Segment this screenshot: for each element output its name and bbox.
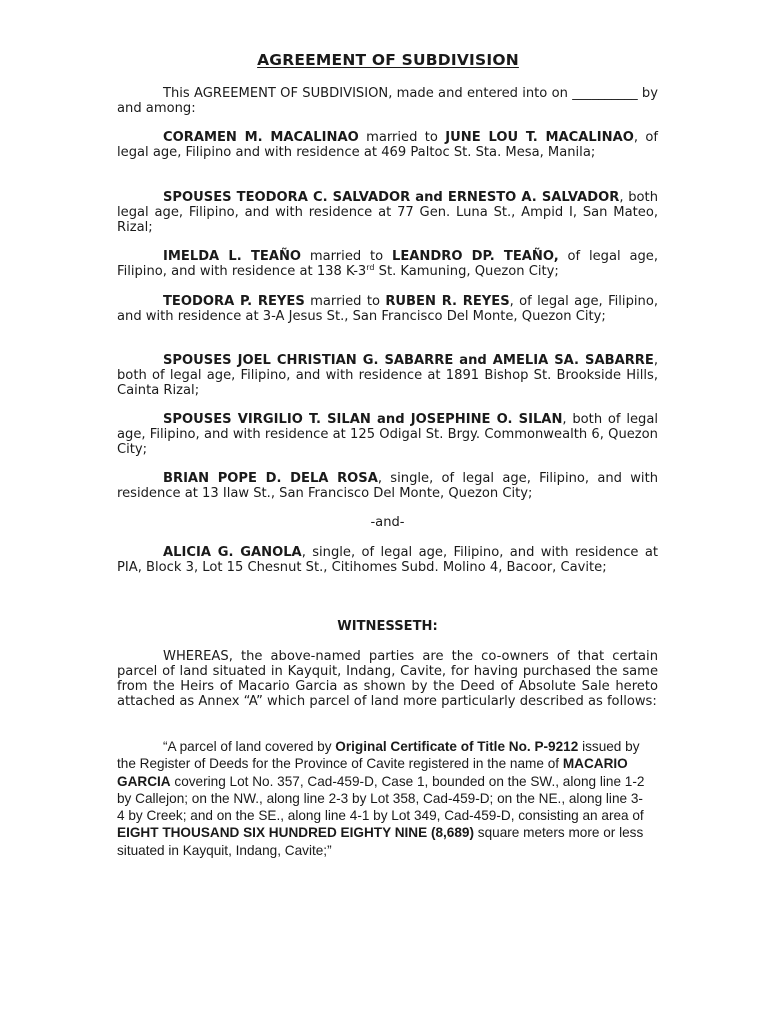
party-spouse-name: LEANDRO DP. TEAÑO,	[391, 249, 559, 264]
witnesseth-heading	[117, 619, 658, 634]
party-name: SPOUSES TEODORA C. SALVADOR and ERNESTO A. SALVADOR	[163, 190, 620, 205]
party-paragraph	[117, 471, 658, 501]
party-name: BRIAN POPE D. DELA ROSA	[163, 471, 378, 486]
intro-paragraph	[117, 86, 658, 116]
whereas-paragraph	[117, 649, 658, 709]
party-details: , both legal age, Filipino, and with residence at 77 Gen. Luna St., Ampid I, San Mateo, Rizal;	[117, 190, 658, 235]
ordinal-suffix: rd	[366, 263, 375, 272]
party-details-cont: St. Kamuning, Quezon City;	[374, 264, 559, 279]
party-details: , of legal age, Filipino, and with residence at 3-A Jesus St., San Francisco Del Monte, Quezon City;	[117, 294, 658, 324]
quote-text: “A parcel of land covered by	[163, 739, 336, 754]
party-details: , both of legal age, Filipino, and with residence at 125 Odigal St. Brgy. Commonwealth 6, Quezon City;	[117, 412, 658, 457]
party-name: CORAMEN M. MACALINAO	[163, 130, 359, 145]
party-paragraph	[117, 249, 658, 279]
party-name: SPOUSES JOEL CHRISTIAN G. SABARRE and AMELIA SA. SABARRE	[163, 353, 654, 368]
quote-text: square meters more or less situated in Kayquit, Indang, Cavite;”	[117, 825, 644, 858]
whereas-text: WHEREAS, the above-named parties are the co-owners of that certain parcel of land situated in Kayquit, Indang, Cavite, for having purchased the same from the Heirs of Macario Garcia as shown by the Deed of Absolute Sale hereto attached as Annex “A” which parcel of land more particularly described as follows:	[117, 649, 658, 709]
and-separator: -and-	[370, 515, 405, 530]
party-paragraph	[117, 412, 658, 457]
party-paragraph	[117, 545, 658, 575]
party-details: , single, of legal age, Filipino, and with residence at PIA, Block 3, Lot 15 Chesnut St., Citihomes Subd. Molino 4, Bacoor, Cavite;	[117, 545, 659, 575]
document-title-text: AGREEMENT OF SUBDIVISION	[257, 51, 519, 69]
intro-text-b: by and among:	[117, 86, 658, 116]
intro-text-a: This AGREEMENT OF SUBDIVISION, made and entered into on	[163, 86, 573, 101]
document-title	[0, 51, 768, 69]
registered-owner: MACARIO GARCIA	[117, 756, 628, 789]
party-paragraph	[117, 130, 658, 160]
quote-text: covering Lot No. 357, Cad-459-D, Case 1, bounded on the SW., along line 1-2 by Callejon; on the NW., along line 2-3 by Lot 358, Cad-459-D; on the NE., along line 3-4 by Creek; and on the SE., along line 4-1 by Lot 349, Cad-459-D, consisting an area of	[117, 773, 645, 824]
party-details: , single, of legal age, Filipino, and with residence at 13 Ilaw St., San Francisco Del Monte, Quezon City;	[117, 471, 659, 501]
party-details: , of legal age, Filipino and with residence at 469 Paltoc St. Sta. Mesa, Manila;	[117, 130, 659, 160]
party-connector: married to	[358, 130, 446, 145]
quote-text: issued by the Register of Deeds for the Province of Cavite registered in the name of	[117, 739, 640, 772]
party-details: , both of legal age, Filipino, and with residence at 1891 Bishop St. Brookside Hills, Cainta Rizal;	[117, 353, 658, 398]
party-details: of legal age, Filipino, and with residence at 138 K-3	[117, 249, 659, 279]
party-name: IMELDA L. TEAÑO	[163, 249, 302, 264]
land-description-quote	[117, 738, 650, 859]
land-area: EIGHT THOUSAND SIX HUNDRED EIGHTY NINE (8,689)	[117, 825, 475, 841]
party-name: ALICIA G. GANOLA	[163, 545, 302, 560]
party-paragraph	[117, 294, 658, 324]
party-paragraph	[117, 190, 658, 235]
date-blank: __________	[572, 86, 638, 101]
party-spouse-name: JUNE LOU T. MACALINAO	[445, 130, 634, 145]
title-number: Original Certificate of Title No. P-9212	[335, 739, 579, 754]
party-spouse-name: RUBEN R. REYES	[385, 294, 510, 309]
party-connector: married to	[304, 294, 386, 309]
party-name: TEODORA P. REYES	[163, 294, 305, 309]
party-name: SPOUSES VIRGILIO T. SILAN and JOSEPHINE O. SILAN	[163, 412, 563, 427]
witnesseth-text: WITNESSETH:	[337, 619, 438, 634]
party-connector: married to	[301, 249, 392, 264]
party-paragraph	[117, 353, 658, 398]
